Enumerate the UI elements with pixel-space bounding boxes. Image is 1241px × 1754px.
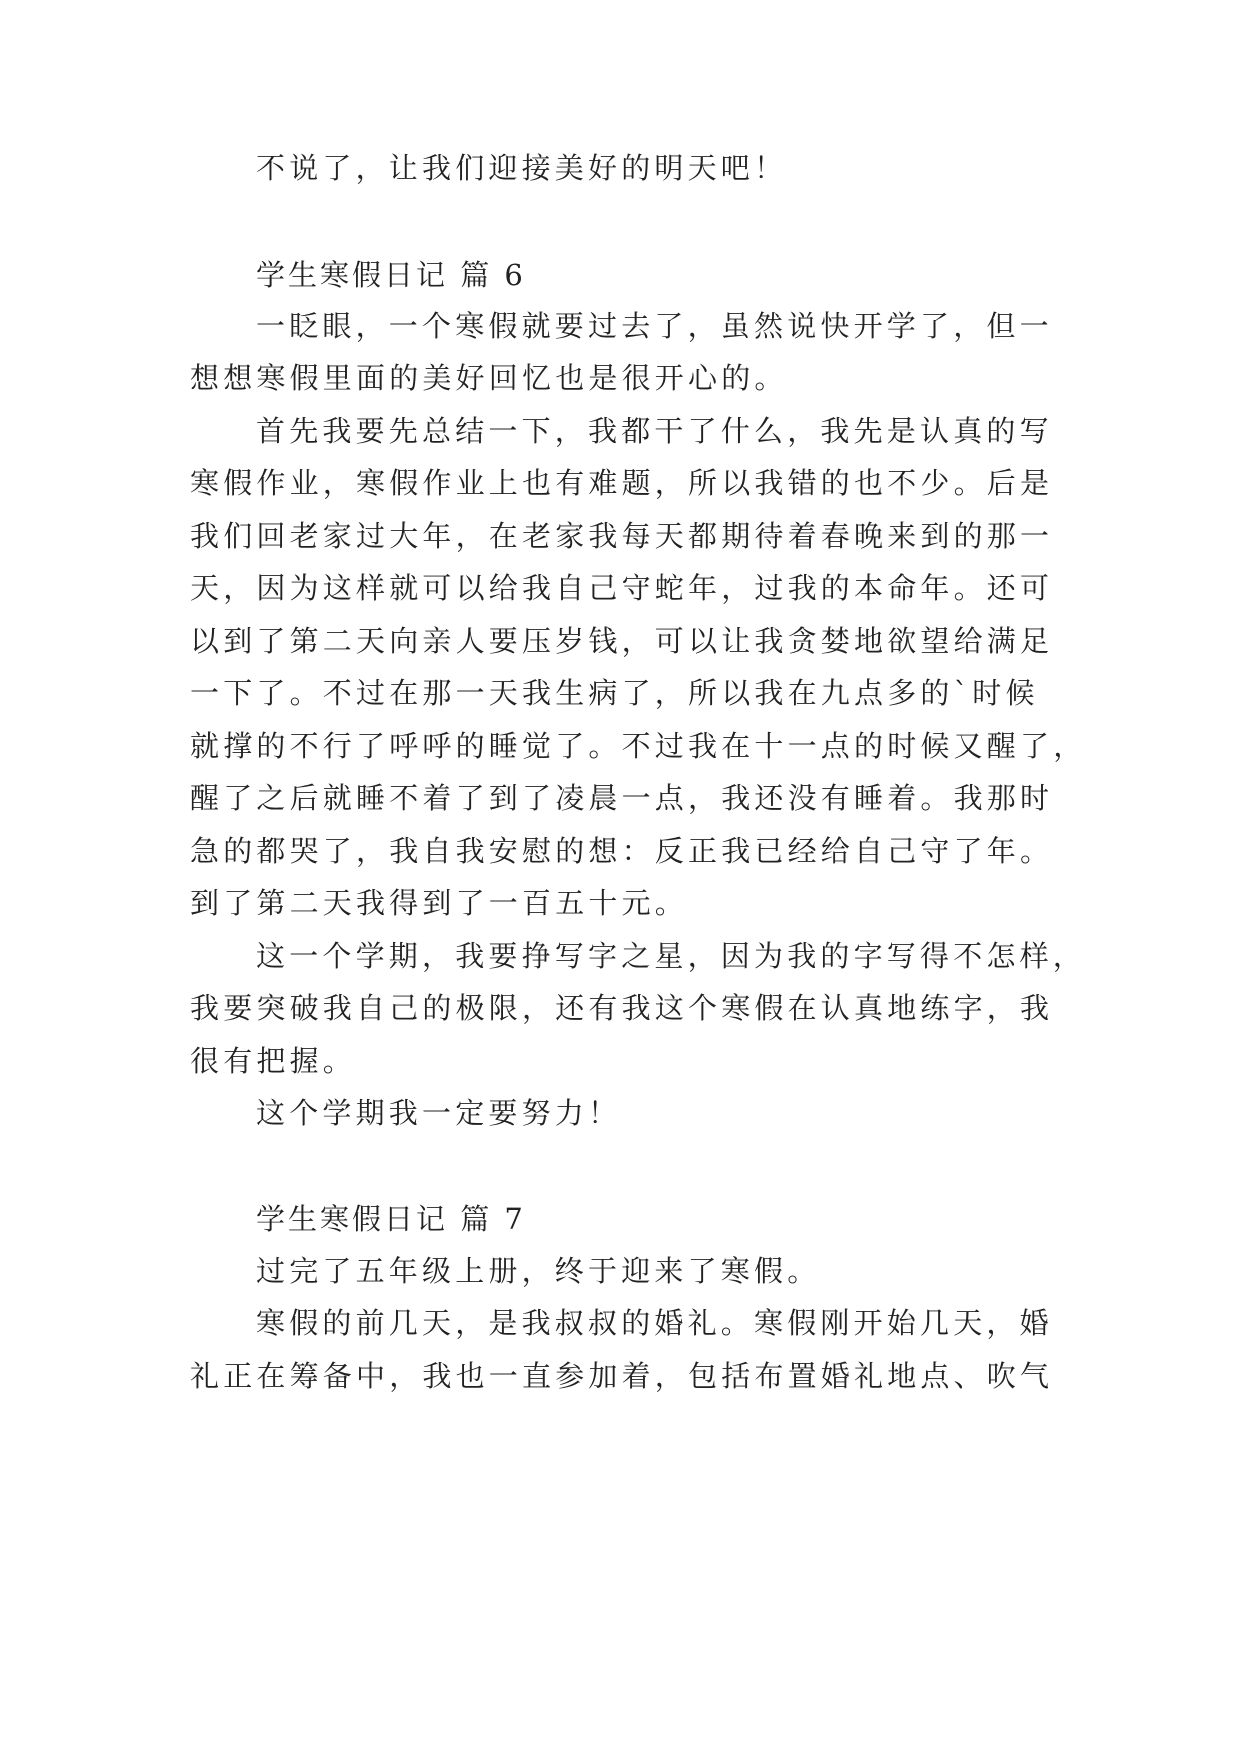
section-6-line: 这个学期我一定要努力！ [256, 1096, 622, 1130]
section-6-line: 天，因为这样就可以给我自己守蛇年，过我的本命年。还可 [190, 571, 1054, 605]
section-7-line: 礼正在筹备中，我也一直参加着，包括布置婚礼地点、吹气 [190, 1359, 1054, 1393]
section-6-title: 学生寒假日记 篇 6 [256, 258, 526, 292]
section-6-line: 就撑的不行了呼呼的睡觉了。不过我在十一点的时候又醒了， [190, 729, 1087, 763]
section-6-line: 以到了第二天向亲人要压岁钱，可以让我贪婪地欲望给满足 [190, 624, 1054, 658]
section-6-line: 一下了。不过在那一天我生病了，所以我在九点多的`时候 [190, 676, 1039, 710]
section-6-line: 醒了之后就睡不着了到了凌晨一点，我还没有睡着。我那时 [190, 781, 1054, 815]
section-6-line: 急的都哭了，我自我安慰的想：反正我已经给自己守了年。 [190, 834, 1054, 868]
closing-line: 不说了，让我们迎接美好的明天吧！ [256, 151, 788, 185]
section-6-line: 想想寒假里面的美好回忆也是很开心的。 [190, 361, 788, 395]
section-6-line: 我要突破我自己的极限，还有我这个寒假在认真地练字，我 [190, 991, 1054, 1025]
section-6-line: 这一个学期，我要挣写字之星，因为我的字写得不怎样， [256, 939, 1087, 973]
section-7-line: 寒假的前几天，是我叔叔的婚礼。寒假刚开始几天，婚 [256, 1306, 1053, 1340]
section-6-line: 我们回老家过大年，在老家我每天都期待着春晚来到的那一 [190, 519, 1054, 553]
section-6-line: 到了第二天我得到了一百五十元。 [190, 886, 689, 920]
section-6-line: 首先我要先总结一下，我都干了什么，我先是认真的写 [256, 414, 1053, 448]
section-6-line: 很有把握。 [190, 1044, 357, 1078]
section-6-line: 寒假作业，寒假作业上也有难题，所以我错的也不少。后是 [190, 466, 1054, 500]
section-7-title: 学生寒假日记 篇 7 [256, 1202, 526, 1236]
section-6-line: 一眨眼，一个寒假就要过去了，虽然说快开学了，但一 [256, 309, 1053, 343]
section-7-line: 过完了五年级上册，终于迎来了寒假。 [256, 1254, 821, 1288]
